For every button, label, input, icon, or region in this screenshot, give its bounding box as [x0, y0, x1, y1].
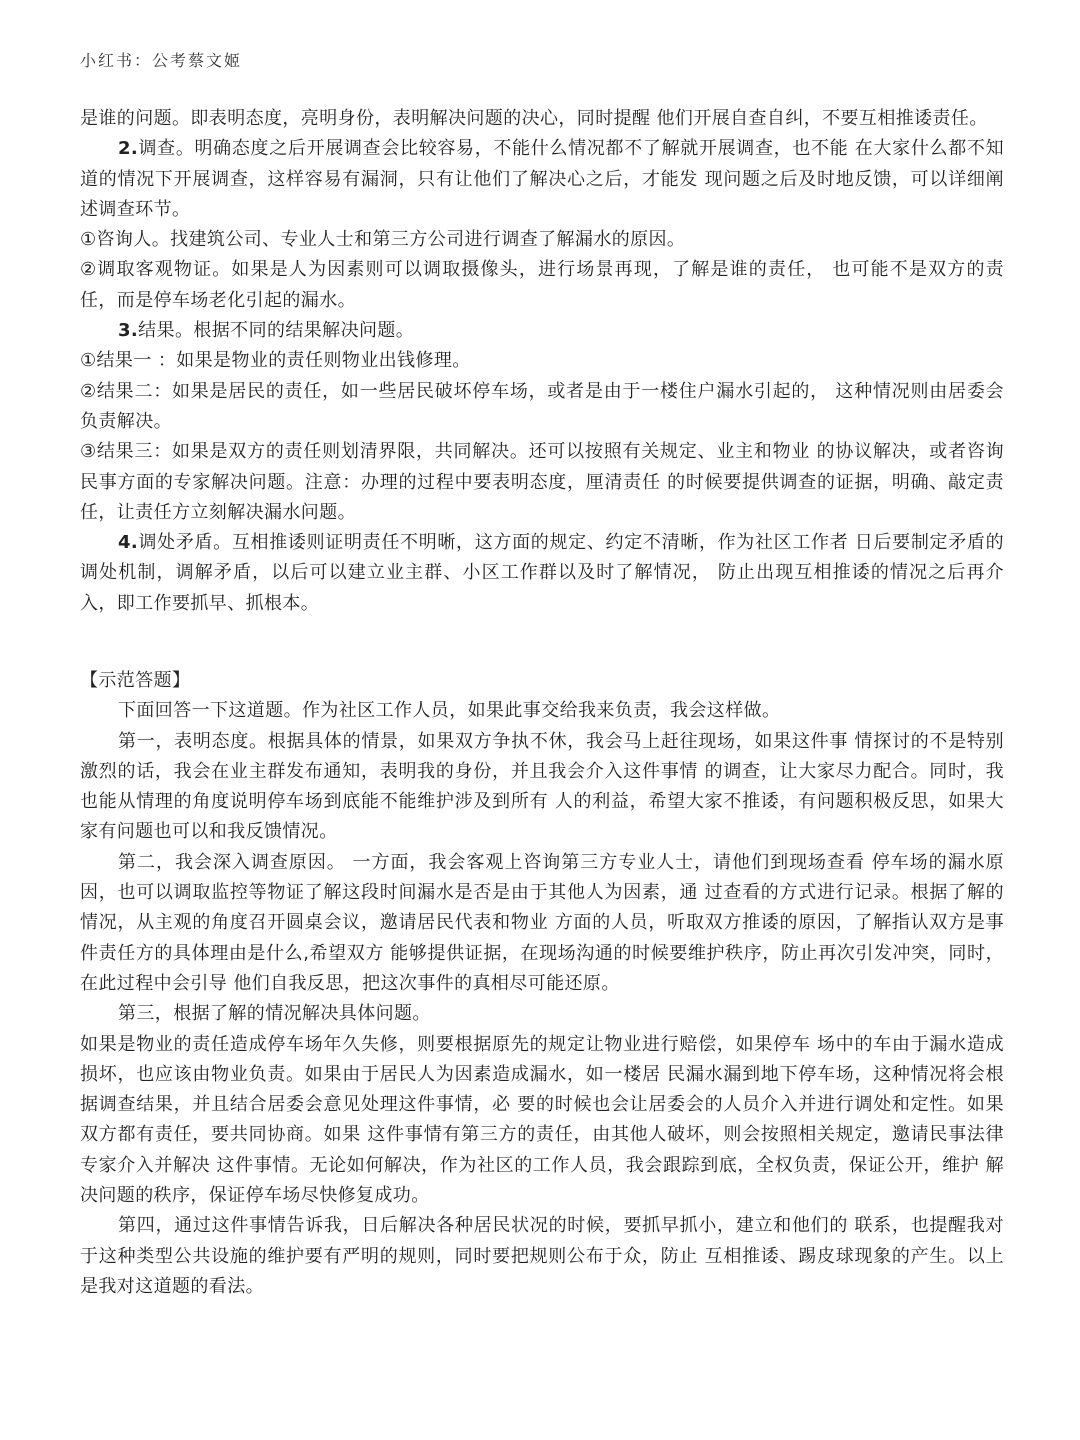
step-text: 调查。明确态度之后开展调查会比较容易，不能什么情况都不了解就开展调查，也不能 在大家什么都不知道的情况下开展调查，这样容易有漏洞，只有让他们了解决心之后，才能发 现问题之后及时地反馈，可以详细阐述调查环节。 — [80, 138, 1004, 220]
step-number: 4. — [118, 532, 139, 554]
paragraph-answer-fourth: 第四，通过这件事情告诉我，日后解决各种居民状况的时候，要抓早抓小，建立和他们的 联系，也提醒我对于这种类型公共设施的维护要有严明的规则，同时要把规则公布于众，防止 互相推诿、踢皮球现象的产生。以上是我对这道题的看法。 — [80, 1215, 1004, 1297]
step-number: 2. — [118, 138, 139, 160]
paragraph-answer-third-detail: 如果是物业的责任造成停车场年久失修，则要根据原先的规定让物业进行赔偿，如果停车 场中的车由于漏水造成损坏，也应该由物业负责。如果由于居民人为因素造成漏水，如一楼居 民漏水漏到地下停车场，这种情况将会根据调查结果，并且结合居委会意见处理这件事情，必 要的时候也会让居委会的人员介入并进行调处和定性。如果双方都有责任，要共同协商。如果 这件事情有第三方的责任，由其他人破坏，则会按照相关规定，邀请民事法律专家介入并解决 这件事情。无论如何解决，作为社区的工作人员，我会跟踪到底，全权负责，保证公开，维护 解决问题的秩序，保证停车场尽快修复成功。 — [80, 1033, 1004, 1207]
paragraph-collect-evidence: ②调取客观物证。如果是人为因素则可以调取摄像头，进行场景再现，了解是谁的责任， 也可能不是双方的责任，而是停车场老化引起的漏水。 — [80, 259, 1004, 311]
paragraph-answer-first: 第一，表明态度。根据具体的情景，如果双方争执不休，我会马上赶往现场，如果这件事 情探讨的不是特别激烈的话，我会在业主群发布通知，表明我的身份，并且我会介入这件事情 的调查，让大家尽力配合。同时，我也能从情理的角度说明停车场到底能不能维护涉及到所有 人的利益，希望大家不推诿，有问题积极反思，如果大家有问题也可以和我反馈情况。 — [80, 730, 1004, 843]
paragraph-answer-third: 第三，根据了解的情况解决具体问题。 — [118, 1003, 431, 1025]
source-header: 小红书：公考蔡文姬 — [80, 51, 243, 70]
paragraph-result-one: ①结果一 ：如果是物业的责任则物业出钱修理。 — [80, 350, 471, 372]
step-number: 3. — [118, 320, 139, 342]
paragraph-result-three: ③结果三：如果是双方的责任则划清界限，共同解决。还可以按照有关规定、业主和物业 的协议解决，或者咨询民事方面的专家解决问题。注意：办理的过程中要表明态度，厘清责任 的时候要提供调查的证据，明确、敲定责任，让责任方立刻解决漏水问题。 — [80, 441, 1004, 523]
step-text: 调处矛盾。互相推诿则证明责任不明晰，这方面的规定、约定不清晰，作为社区工作者 日后要制定矛盾的调处机制，调解矛盾，以后可以建立业主群、小区工作群以及时了解情况， 防止出现互相推诿的情况之后再介入，即工作要抓早、抓根本。 — [80, 532, 1004, 614]
paragraph-intro-continuation: 是谁的问题。即表明态度，亮明身份，表明解决问题的决心，同时提醒 他们开展自查自纠，不要互相推诿责任。 — [80, 108, 988, 129]
paragraph-consult-people: ①咨询人。找建筑公司、专业人士和第三方公司进行调查了解漏水的原因。 — [80, 229, 686, 251]
paragraph-result-two: ②结果二：如果是居民的责任，如一些居民破坏停车场，或者是由于一楼住户漏水引起的， 这种情况则由居委会负责解决。 — [80, 380, 1004, 432]
paragraph-answer-second: 第二，我会深入调查原因。 一方面，我会客观上咨询第三方专业人士，请他们到现场查看 停车场的漏水原因，也可以调取监控等物证了解这段时间漏水是否是由于其他人为因素，通 过查看的方式进行记录。根据了解的情况，从主观的角度召开圆桌会议，邀请居民代表和物业 方面的人员，听取双方推诿的原因，了解指认双方是事件责任方的具体理由是什么,希望双方 能够提供证据，在现场沟通的时候要维护秩序，防止再次引发冲突，同时，在此过程中会引导 他们自我反思，把这次事件的真相尽可能还原。 — [80, 851, 1004, 994]
paragraph-step-investigate — [80, 134, 1004, 225]
model-answer-section — [80, 666, 1004, 1302]
paragraph-answer-intro: 下面回答一下这道题。作为社区工作人员，如果此事交给我来负责，我会这样做。 — [118, 700, 781, 722]
paragraph-step-mediate — [80, 528, 1004, 619]
paragraph-step-result — [80, 316, 1004, 346]
step-text: 结果。根据不同的结果解决问题。 — [138, 320, 415, 342]
analysis-section — [80, 104, 1004, 619]
section-title: 【示范答题】 — [80, 670, 191, 691]
